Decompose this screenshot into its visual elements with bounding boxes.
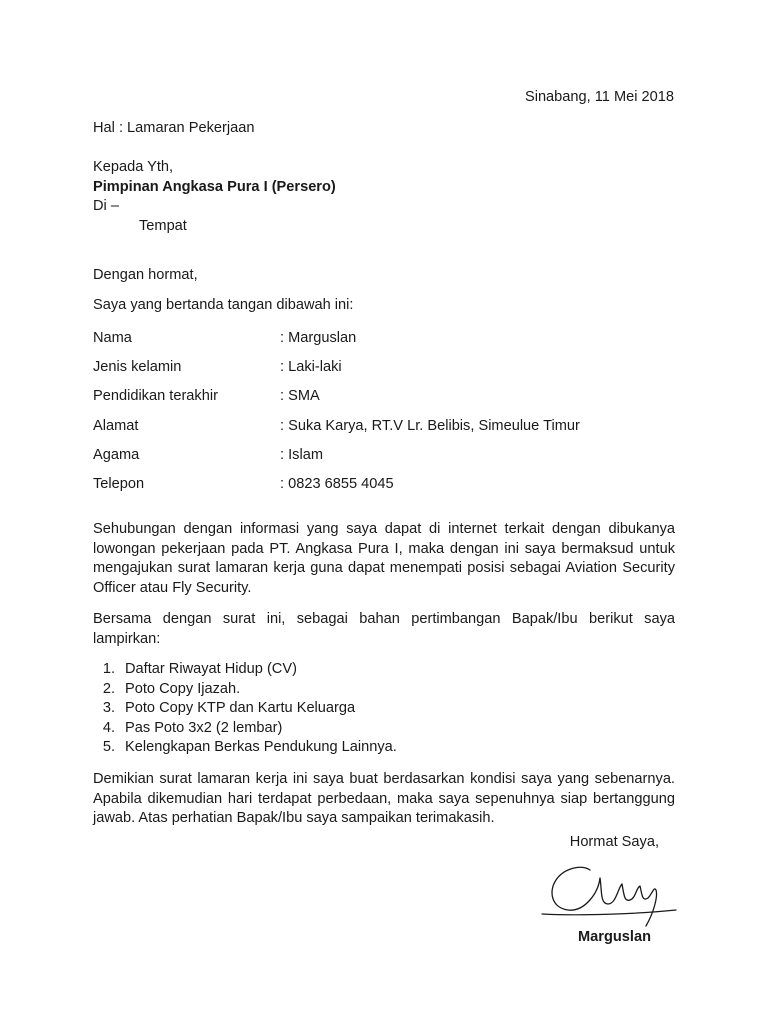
detail-row-nama: [93, 329, 693, 358]
list-item: [93, 660, 397, 680]
list-item-text: Pas Poto 3x2 (2 lembar): [125, 719, 283, 736]
applicant-details: [93, 329, 693, 504]
detail-row-pendidikan: [93, 387, 693, 416]
body-paragraph-3: Demikian surat lamaran kerja ini saya buat berdasarkan kondisi saya yang sebenarnya. Apabila dikemudian hari terdapat perbedaan, maka saya sepenuhnya siap bertanggung jawab. Atas perhatian Bapak/Ibu saya sampaikan terimakasih.: [93, 771, 675, 827]
detail-value: : Marguslan: [280, 330, 357, 346]
body-paragraph-1: Sehubungan dengan informasi yang saya dapat di internet terkait dengan dibukanya lowongan pekerjaan pada PT. Angkasa Pura I, maka dengan ini saya bermaksud untuk mengajukan surat lamaran kerja guna dapat menempati posisi sebagai Aviation Security Officer atau Fly Security.: [93, 521, 675, 596]
detail-value: : Suka Karya, RT.V Lr. Belibis, Simeulue Timur: [280, 417, 580, 434]
detail-label: Nama: [93, 330, 132, 346]
list-item-number: 1.: [102, 661, 115, 677]
list-item-text: Kelengkapan Berkas Pendukung Lainnya.: [125, 739, 397, 756]
list-item-number: 3.: [102, 700, 115, 717]
list-item-number: 2.: [102, 680, 115, 697]
recipient-place: Tempat: [139, 217, 187, 234]
detail-row-jenis-kelamin: [93, 358, 693, 387]
greeting: Dengan hormat,: [93, 267, 198, 283]
detail-label: Jenis kelamin: [93, 359, 182, 376]
detail-value: : 0823 6855 4045: [280, 475, 394, 492]
detail-row-agama: [93, 446, 693, 475]
list-item-text: Poto Copy KTP dan Kartu Keluarga: [125, 700, 356, 717]
list-item-text: Poto Copy Ijazah.: [125, 680, 241, 697]
attachment-list: [93, 660, 397, 758]
list-item: [93, 738, 397, 758]
signature-image: [538, 850, 678, 932]
detail-value: : Islam: [280, 446, 323, 463]
place-date: Sinabang, 11 Mei 2018: [524, 89, 674, 105]
body-paragraph-2: Bersama dengan surat ini, sebagai bahan pertimbangan Bapak/Ibu berikut saya lampirkan:: [93, 611, 675, 647]
list-item-text: Daftar Riwayat Hidup (CV): [125, 661, 297, 677]
closing-phrase: Hormat Saya,: [569, 834, 659, 850]
detail-label: Pendidikan terakhir: [93, 388, 218, 405]
recipient-name: Pimpinan Angkasa Pura I (Persero): [93, 178, 336, 195]
detail-label: Agama: [93, 446, 140, 463]
detail-label: Telepon: [93, 475, 145, 492]
recipient-block: [93, 158, 336, 236]
list-item: [93, 680, 397, 700]
subject-line: Hal : Lamaran Pekerjaan: [93, 120, 255, 136]
signer-name: Marguslan: [578, 929, 651, 945]
detail-label: Alamat: [93, 417, 139, 434]
detail-value: : SMA: [280, 388, 320, 405]
list-item: [93, 719, 397, 739]
list-item-number: 4.: [102, 719, 115, 736]
list-item: [93, 699, 397, 719]
detail-row-alamat: [93, 417, 693, 446]
recipient-salutation: Kepada Yth,: [93, 159, 174, 175]
list-item-number: 5.: [102, 739, 115, 756]
recipient-di: Di –: [93, 198, 119, 215]
detail-value: : Laki-laki: [280, 359, 342, 376]
intro-line: Saya yang bertanda tangan dibawah ini:: [93, 297, 354, 313]
detail-row-telepon: [93, 475, 693, 504]
